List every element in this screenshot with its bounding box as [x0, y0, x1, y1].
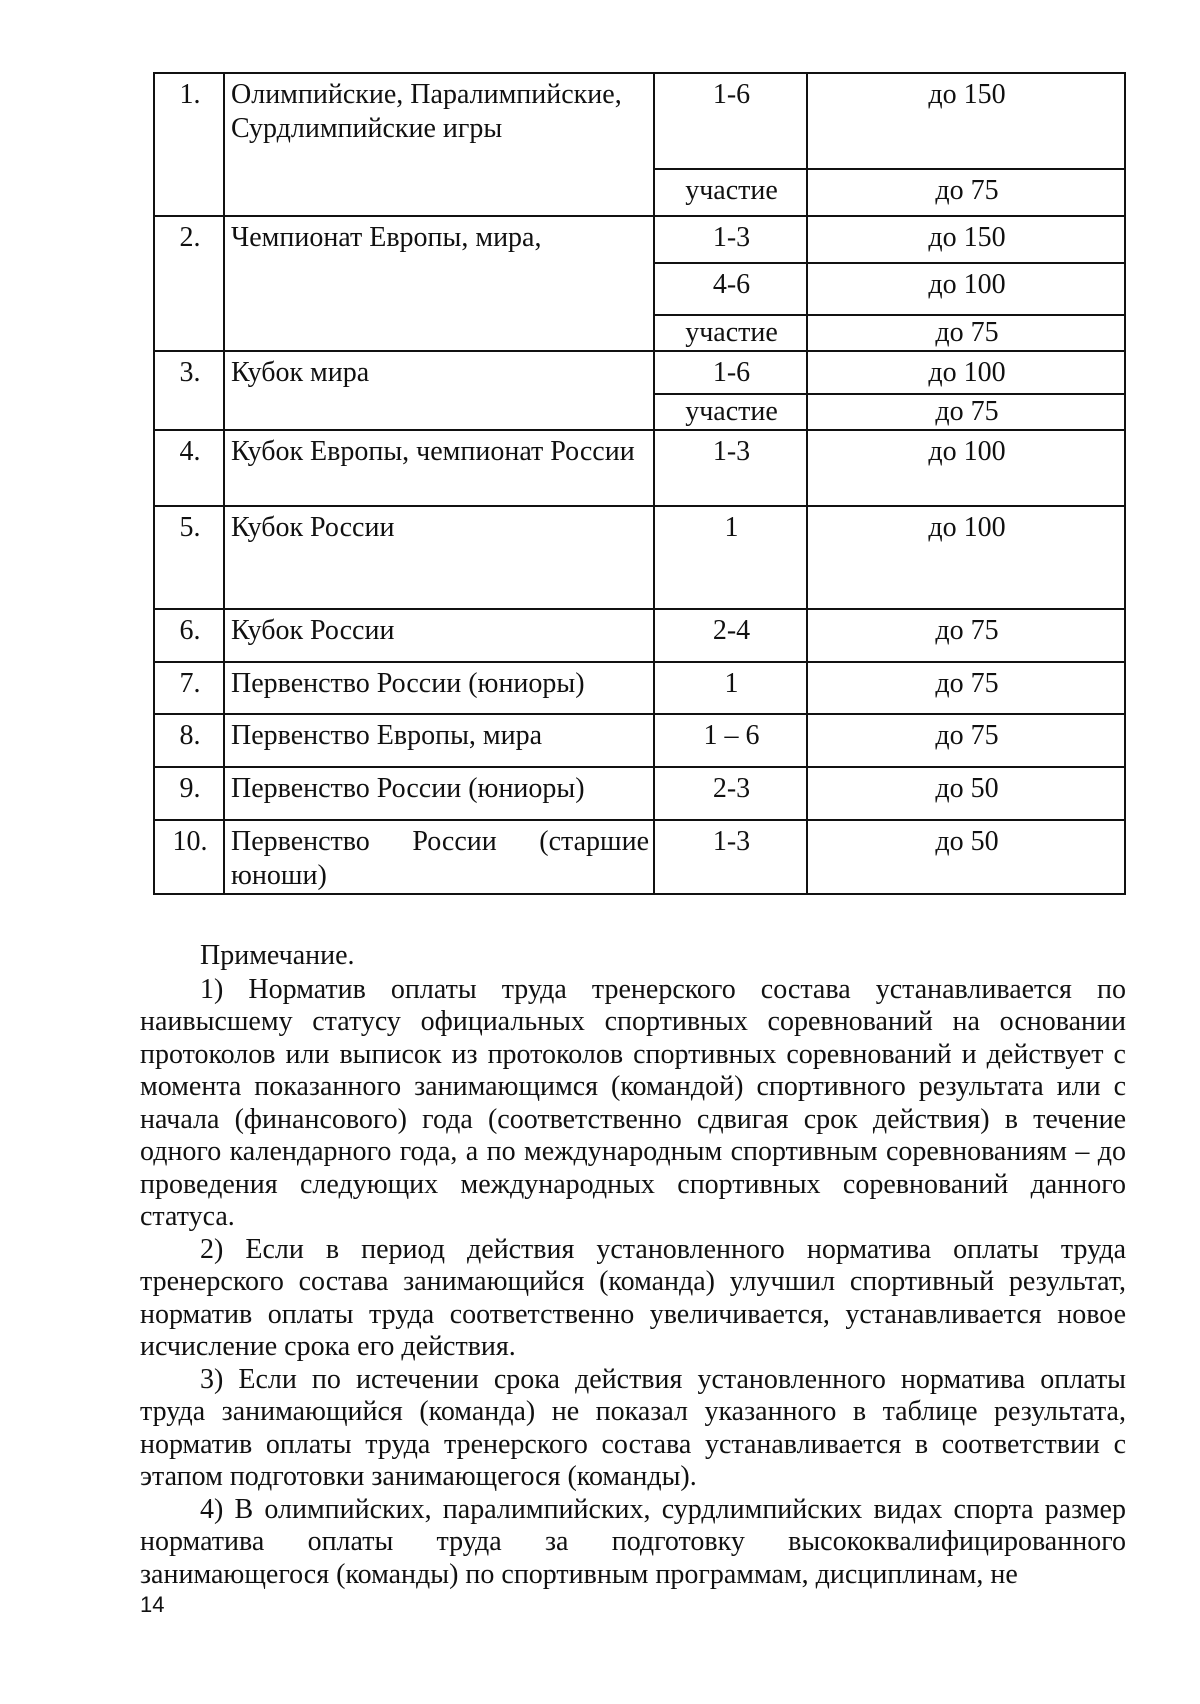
pay-cell: до 75	[807, 609, 1125, 662]
table-row	[154, 767, 1125, 820]
pay-cell: до 75	[807, 169, 1125, 216]
note-paragraph: 4) В олимпийских, паралимпийских, сурдлимпийских видах спорта размер норматива оплаты труда за подготовку высококвалифицированного занимающегося (команды) по спортивным программам, дисциплинам, не	[140, 1493, 1126, 1590]
note-paragraph: 3) Если по истечении срока действия установленного норматива оплаты труда занимающийся (команда) не показал указанного в таблице результата, норматив оплаты труда тренерского состава устанавливается в соответствии с этапом подготовки занимающегося (команды).	[140, 1363, 1126, 1492]
place-cell: 2-4	[654, 609, 807, 662]
competition-name: Первенство России (старшие юноши)	[224, 820, 654, 894]
notes-heading: Примечание.	[200, 940, 355, 971]
place-cell: 1	[654, 506, 807, 609]
page-number: 14	[140, 1592, 165, 1617]
place-cell: 1 – 6	[654, 714, 807, 767]
table-row	[154, 662, 1125, 714]
row-number: 6.	[154, 609, 224, 662]
row-number: 8.	[154, 714, 224, 767]
competition-name: Олимпийские, Паралимпийские, Сурдлимпийские игры	[224, 73, 654, 216]
pay-cell: до 75	[807, 315, 1125, 351]
pay-cell: до 150	[807, 216, 1125, 263]
competition-name: Чемпионат Европы, мира,	[224, 216, 654, 351]
row-number: 5.	[154, 506, 224, 609]
competition-name: Кубок России	[224, 609, 654, 662]
table-row	[154, 351, 1125, 394]
row-number: 1.	[154, 73, 224, 216]
competition-name: Первенство Европы, мира	[224, 714, 654, 767]
note-paragraph: 1) Норматив оплаты труда тренерского состава устанавливается по наивысшему статусу официальных спортивных соревнований на основании протоколов или выписок из протоколов спортивных соревнований и действует с момента показанного занимающимся (командой) спортивного результата или с начала (финансового) года (соответственно сдвигая срок действия) в течение одного календарного года, а по международным спортивным соревнованиям – до проведения следующих международных спортивных соревнований данного статуса.	[140, 973, 1126, 1232]
competition-name: Первенство России (юниоры)	[224, 767, 654, 820]
place-cell: участие	[654, 169, 807, 216]
row-number: 7.	[154, 662, 224, 714]
place-cell: 2-3	[654, 767, 807, 820]
row-number: 4.	[154, 430, 224, 506]
pay-cell: до 75	[807, 394, 1125, 430]
place-cell: 1-3	[654, 820, 807, 894]
pay-cell: до 100	[807, 506, 1125, 609]
competition-name: Кубок Европы, чемпионат России	[224, 430, 654, 506]
competition-name: Кубок мира	[224, 351, 654, 430]
row-number: 10.	[154, 820, 224, 894]
pay-cell: до 75	[807, 714, 1125, 767]
competition-name: Кубок России	[224, 506, 654, 609]
pay-cell: до 50	[807, 820, 1125, 894]
place-cell: 1-3	[654, 430, 807, 506]
table-row	[154, 609, 1125, 662]
place-cell: участие	[654, 394, 807, 430]
row-number: 9.	[154, 767, 224, 820]
row-number: 2.	[154, 216, 224, 351]
table-row	[154, 216, 1125, 263]
pay-cell: до 100	[807, 351, 1125, 394]
pay-cell: до 100	[807, 430, 1125, 506]
competition-name: Первенство России (юниоры)	[224, 662, 654, 714]
place-cell: 1-6	[654, 351, 807, 394]
pay-cell: до 150	[807, 73, 1125, 169]
place-cell: 4-6	[654, 263, 807, 315]
table-row	[154, 73, 1125, 169]
pay-cell: до 100	[807, 263, 1125, 315]
notes-section	[140, 940, 1126, 1591]
pay-cell: до 50	[807, 767, 1125, 820]
table-row	[154, 506, 1125, 609]
place-cell: 1-6	[654, 73, 807, 169]
place-cell: 1-3	[654, 216, 807, 263]
row-number: 3.	[154, 351, 224, 430]
table-row	[154, 820, 1125, 894]
table-row	[154, 430, 1125, 506]
place-cell: 1	[654, 662, 807, 714]
pay-cell: до 75	[807, 662, 1125, 714]
table-row	[154, 714, 1125, 767]
note-paragraph: 2) Если в период действия установленного норматива оплаты труда тренерского состава занимающийся (команда) улучшил спортивный результат, норматив оплаты труда соответственно увеличивается, устанавливается новое исчисление срока его действия.	[140, 1233, 1126, 1362]
place-cell: участие	[654, 315, 807, 351]
norms-table	[153, 72, 1126, 895]
